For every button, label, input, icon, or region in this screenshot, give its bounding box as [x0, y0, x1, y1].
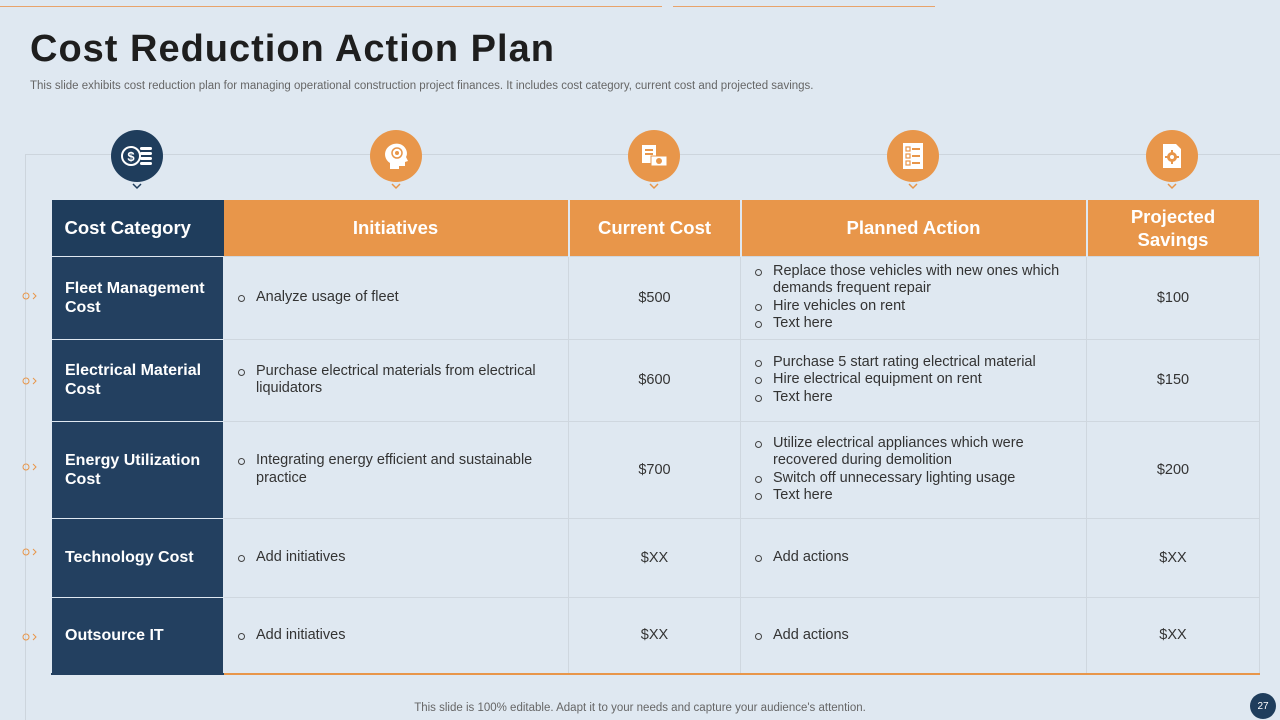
- money-stack-icon: [120, 143, 154, 169]
- list-item: Add actions: [753, 549, 1078, 567]
- initiatives-cell: [224, 339, 569, 421]
- current-cost-cell: $XX: [569, 518, 741, 597]
- document-gear-icon: [1159, 142, 1185, 170]
- projected-savings-cell: $100: [1087, 256, 1260, 339]
- list-item: Hire vehicles on rent: [753, 298, 1078, 316]
- list-item: Switch off unnecessary lighting usage: [753, 470, 1078, 488]
- cost-category-cell: Energy Utilization Cost: [52, 421, 224, 518]
- planned-action-cell: [741, 597, 1087, 674]
- chevron-down-icon: [132, 182, 142, 190]
- header-initiatives: Initiatives: [224, 200, 569, 256]
- svg-text:$: $: [127, 149, 135, 164]
- projected-savings-cell: $XX: [1087, 597, 1260, 674]
- list-item: Analyze usage of fleet: [236, 289, 560, 307]
- planned-action-cell: [741, 339, 1087, 421]
- initiatives-cell: [224, 518, 569, 597]
- chevron-down-icon: [391, 182, 401, 190]
- cost-category-cell: Technology Cost: [52, 518, 224, 597]
- table-row: [52, 339, 1260, 421]
- chevron-down-icon: [908, 182, 918, 190]
- initiatives-cell: [224, 597, 569, 674]
- cost-category-cell: Electrical Material Cost: [52, 339, 224, 421]
- table-row: [52, 421, 1260, 518]
- top-accent-line: [0, 6, 662, 7]
- projected-savings-header-icon: [1146, 130, 1198, 192]
- table-row: [52, 518, 1260, 597]
- cost-category-cell: Outsource IT: [52, 597, 224, 674]
- top-accent-line: [673, 6, 935, 7]
- current-cost-cell: $600: [569, 339, 741, 421]
- page-number-badge: 27: [1250, 693, 1276, 719]
- initiatives-cell: [224, 256, 569, 339]
- list-item: Add initiatives: [236, 627, 560, 645]
- chevron-down-icon: [649, 182, 659, 190]
- planned-action-cell: [741, 518, 1087, 597]
- projected-savings-cell: $XX: [1087, 518, 1260, 597]
- projected-savings-cell: $150: [1087, 339, 1260, 421]
- table-row: [52, 256, 1260, 339]
- cash-bills-icon: [639, 142, 669, 170]
- page-title: Cost Reduction Action Plan: [30, 28, 555, 70]
- current-cost-cell: $500: [569, 256, 741, 339]
- planned-action-header-icon: [887, 130, 939, 192]
- list-item: Hire electrical equipment on rent: [753, 371, 1078, 389]
- list-item: Text here: [753, 389, 1078, 407]
- row-marker-icon: [21, 547, 39, 557]
- projected-savings-cell: $200: [1087, 421, 1260, 518]
- cost-reduction-table: [51, 200, 1261, 675]
- footer-note: This slide is 100% editable. Adapt it to your needs and capture your audience's attention.: [414, 702, 866, 714]
- table-header-row: [52, 200, 1260, 256]
- list-item: Purchase 5 start rating electrical material: [753, 354, 1078, 372]
- row-marker-icon: [21, 291, 39, 301]
- row-marker-icon: [21, 462, 39, 472]
- list-item: Text here: [753, 487, 1078, 505]
- initiatives-cell: [224, 421, 569, 518]
- checklist-icon: [900, 141, 926, 171]
- current-cost-cell: $700: [569, 421, 741, 518]
- header-projected-savings: Projected Savings: [1087, 200, 1260, 256]
- planned-action-cell: [741, 421, 1087, 518]
- header-planned-action: Planned Action: [741, 200, 1087, 256]
- page-subtitle: This slide exhibits cost reduction plan for managing operational construction project finances. It includes cost category, current cost and projected savings.: [30, 80, 814, 92]
- row-marker-icon: [21, 376, 39, 386]
- header-current-cost: Current Cost: [569, 200, 741, 256]
- list-item: Add actions: [753, 627, 1078, 645]
- list-item: Integrating energy efficient and sustainable practice: [236, 452, 560, 487]
- list-item: Add initiatives: [236, 549, 560, 567]
- list-item: Purchase electrical materials from electrical liquidators: [236, 363, 560, 398]
- current-cost-header-icon: [628, 130, 680, 192]
- list-item: Text here: [753, 315, 1078, 333]
- list-item: Utilize electrical appliances which were recovered during demolition: [753, 435, 1078, 470]
- list-item: Replace those vehicles with new ones which demands frequent repair: [753, 263, 1078, 298]
- chevron-down-icon: [1167, 182, 1177, 190]
- current-cost-cell: $XX: [569, 597, 741, 674]
- planned-action-cell: [741, 256, 1087, 339]
- category-header-icon: [111, 130, 163, 192]
- header-cost-category: Cost Category: [52, 200, 224, 256]
- row-marker-icon: [21, 632, 39, 642]
- initiatives-header-icon: [370, 130, 422, 192]
- table-row: [52, 597, 1260, 674]
- cost-category-cell: Fleet Management Cost: [52, 256, 224, 339]
- head-target-icon: [382, 141, 410, 171]
